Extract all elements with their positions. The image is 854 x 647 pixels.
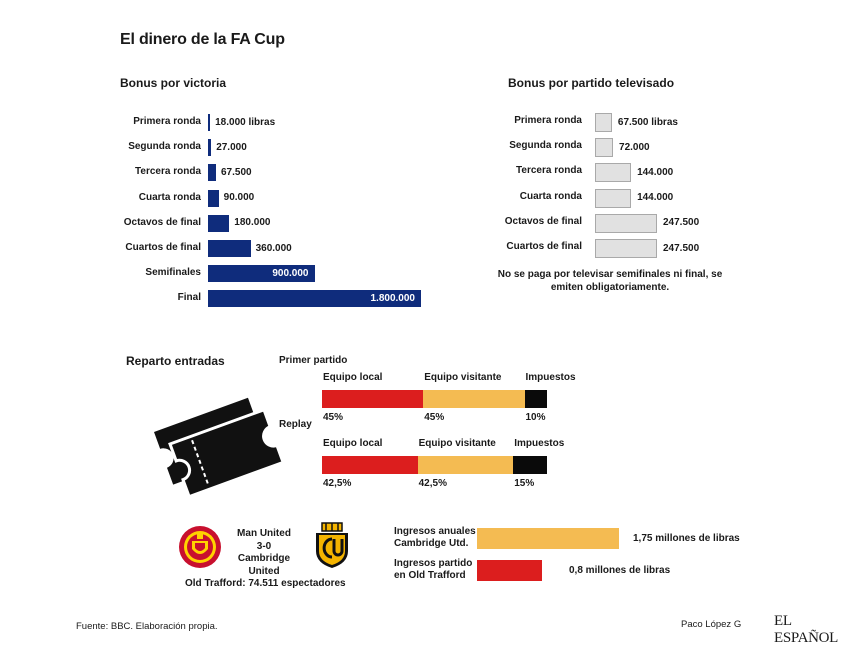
- stack-segment: [513, 456, 547, 474]
- victory-value-label: 90.000: [223, 192, 255, 204]
- tv-value-label: 144.000: [637, 166, 674, 178]
- stack-series-label: Equipo local: [323, 438, 383, 449]
- stack-value-label: 42,5%: [323, 478, 352, 489]
- tv-bar: [595, 189, 631, 208]
- home-team: Man United: [237, 528, 291, 539]
- victory-bar: [208, 164, 216, 181]
- tv-value-label: 247.500: [663, 242, 700, 254]
- tv-bar: [595, 239, 657, 258]
- stack-series-label: Equipo visitante: [424, 372, 502, 383]
- victory-category-label: Segunda ronda: [128, 141, 201, 153]
- author-credit: Paco López G: [681, 619, 742, 630]
- victory-category-label: Primera ronda: [133, 116, 201, 127]
- victory-category-label: Octavos de final: [123, 216, 201, 228]
- victory-value-label: 360.000: [255, 242, 292, 254]
- stack-series-label: Impuestos: [525, 372, 576, 383]
- tv-value-label: 67.500 libras: [617, 116, 678, 128]
- tv-bar: [595, 138, 613, 157]
- tv-bar: [595, 214, 657, 233]
- victory-chart-title: Bonus por victoria: [120, 76, 227, 90]
- income-value-label: 0,8 millones de libras: [569, 565, 671, 576]
- victory-bar: [208, 114, 210, 131]
- tv-chart-title: Bonus por partido televisado: [508, 76, 675, 90]
- tv-category-label: Cuartos de final: [506, 241, 582, 252]
- tv-category-label: Segunda ronda: [509, 140, 582, 152]
- tv-value-label: 72.000: [619, 141, 650, 153]
- income-bar: [477, 528, 619, 549]
- stack-series-label: Equipo visitante: [418, 438, 496, 449]
- victory-category-label: Semifinales: [145, 267, 201, 279]
- income-bar: [477, 560, 542, 581]
- tv-note: No se paga por televisar semifinales ni final, se emiten obligatoriamente.: [497, 269, 723, 293]
- tv-value-label: 144.000: [637, 192, 674, 204]
- match-score: 3-0: [256, 540, 272, 552]
- income-category-label-line: Ingresos anuales: [394, 526, 476, 537]
- income-category-label-line: Cambridge Utd.: [394, 538, 469, 549]
- stack-segment: [525, 390, 548, 408]
- tv-bar: [595, 163, 631, 182]
- away-team: Cambridge United: [237, 553, 291, 577]
- victory-value-label: 67.500: [220, 166, 252, 178]
- match-venue: Old Trafford: 74.511 espectadores: [185, 578, 346, 589]
- income-value-label: 1,75 millones de libras: [633, 533, 740, 544]
- victory-category-label: Cuartos de final: [125, 242, 201, 253]
- income-category-label: [394, 558, 472, 582]
- victory-category-label: Tercera ronda: [135, 166, 201, 178]
- victory-bar: [208, 240, 251, 257]
- victory-value-label: 180.000: [234, 217, 271, 229]
- stack-segment: [423, 390, 524, 408]
- source-note: Fuente: BBC. Elaboración propia.: [76, 621, 218, 632]
- tv-category-label: Tercera ronda: [516, 165, 582, 177]
- stack-value-label: 10%: [525, 412, 546, 423]
- stack-value-label: 15%: [514, 478, 535, 489]
- tickets-chart-title: Reparto entradas: [126, 354, 225, 368]
- stack-segment: [322, 456, 418, 474]
- page-title: El dinero de la FA Cup: [120, 31, 285, 48]
- victory-bar: [208, 190, 219, 207]
- victory-category-label: Final: [177, 292, 201, 304]
- stack-segment: [418, 456, 514, 474]
- man-united-crest-icon: [178, 525, 222, 569]
- stack-segment: [322, 390, 423, 408]
- cambridge-united-crest-icon: [312, 521, 352, 569]
- stack-series-label: Impuestos: [514, 438, 565, 449]
- income-category-label-line: Ingresos partido: [394, 558, 473, 569]
- victory-value-label: 900.000: [272, 267, 309, 279]
- stack-value-label: 45%: [424, 412, 445, 423]
- stack-row-label: Primer partido: [279, 355, 348, 366]
- tv-category-label: Cuarta ronda: [519, 190, 582, 202]
- stack-value-label: 45%: [323, 412, 344, 423]
- stack-row-label: Replay: [279, 419, 312, 430]
- stack-value-label: 42,5%: [418, 478, 447, 489]
- tv-bar: [595, 113, 612, 132]
- income-category-label-line: en Old Trafford: [394, 570, 466, 581]
- tickets-icon: [148, 392, 288, 514]
- victory-value-label: 27.000: [216, 141, 247, 153]
- victory-bar: [208, 215, 229, 232]
- victory-bar: [208, 139, 211, 156]
- tv-value-label: 247.500: [663, 217, 700, 229]
- match-result: [224, 528, 304, 578]
- tv-category-label: Primera ronda: [514, 115, 582, 126]
- victory-category-label: Cuarta ronda: [138, 191, 201, 203]
- tv-category-label: Octavos de final: [504, 215, 582, 227]
- stack-series-label: Equipo local: [323, 372, 383, 383]
- brand-logo: EL ESPAÑOL: [774, 613, 839, 646]
- victory-value-label: 18.000 libras: [215, 116, 276, 128]
- victory-value-label: 1.800.000: [370, 292, 415, 304]
- income-category-label: [394, 526, 476, 550]
